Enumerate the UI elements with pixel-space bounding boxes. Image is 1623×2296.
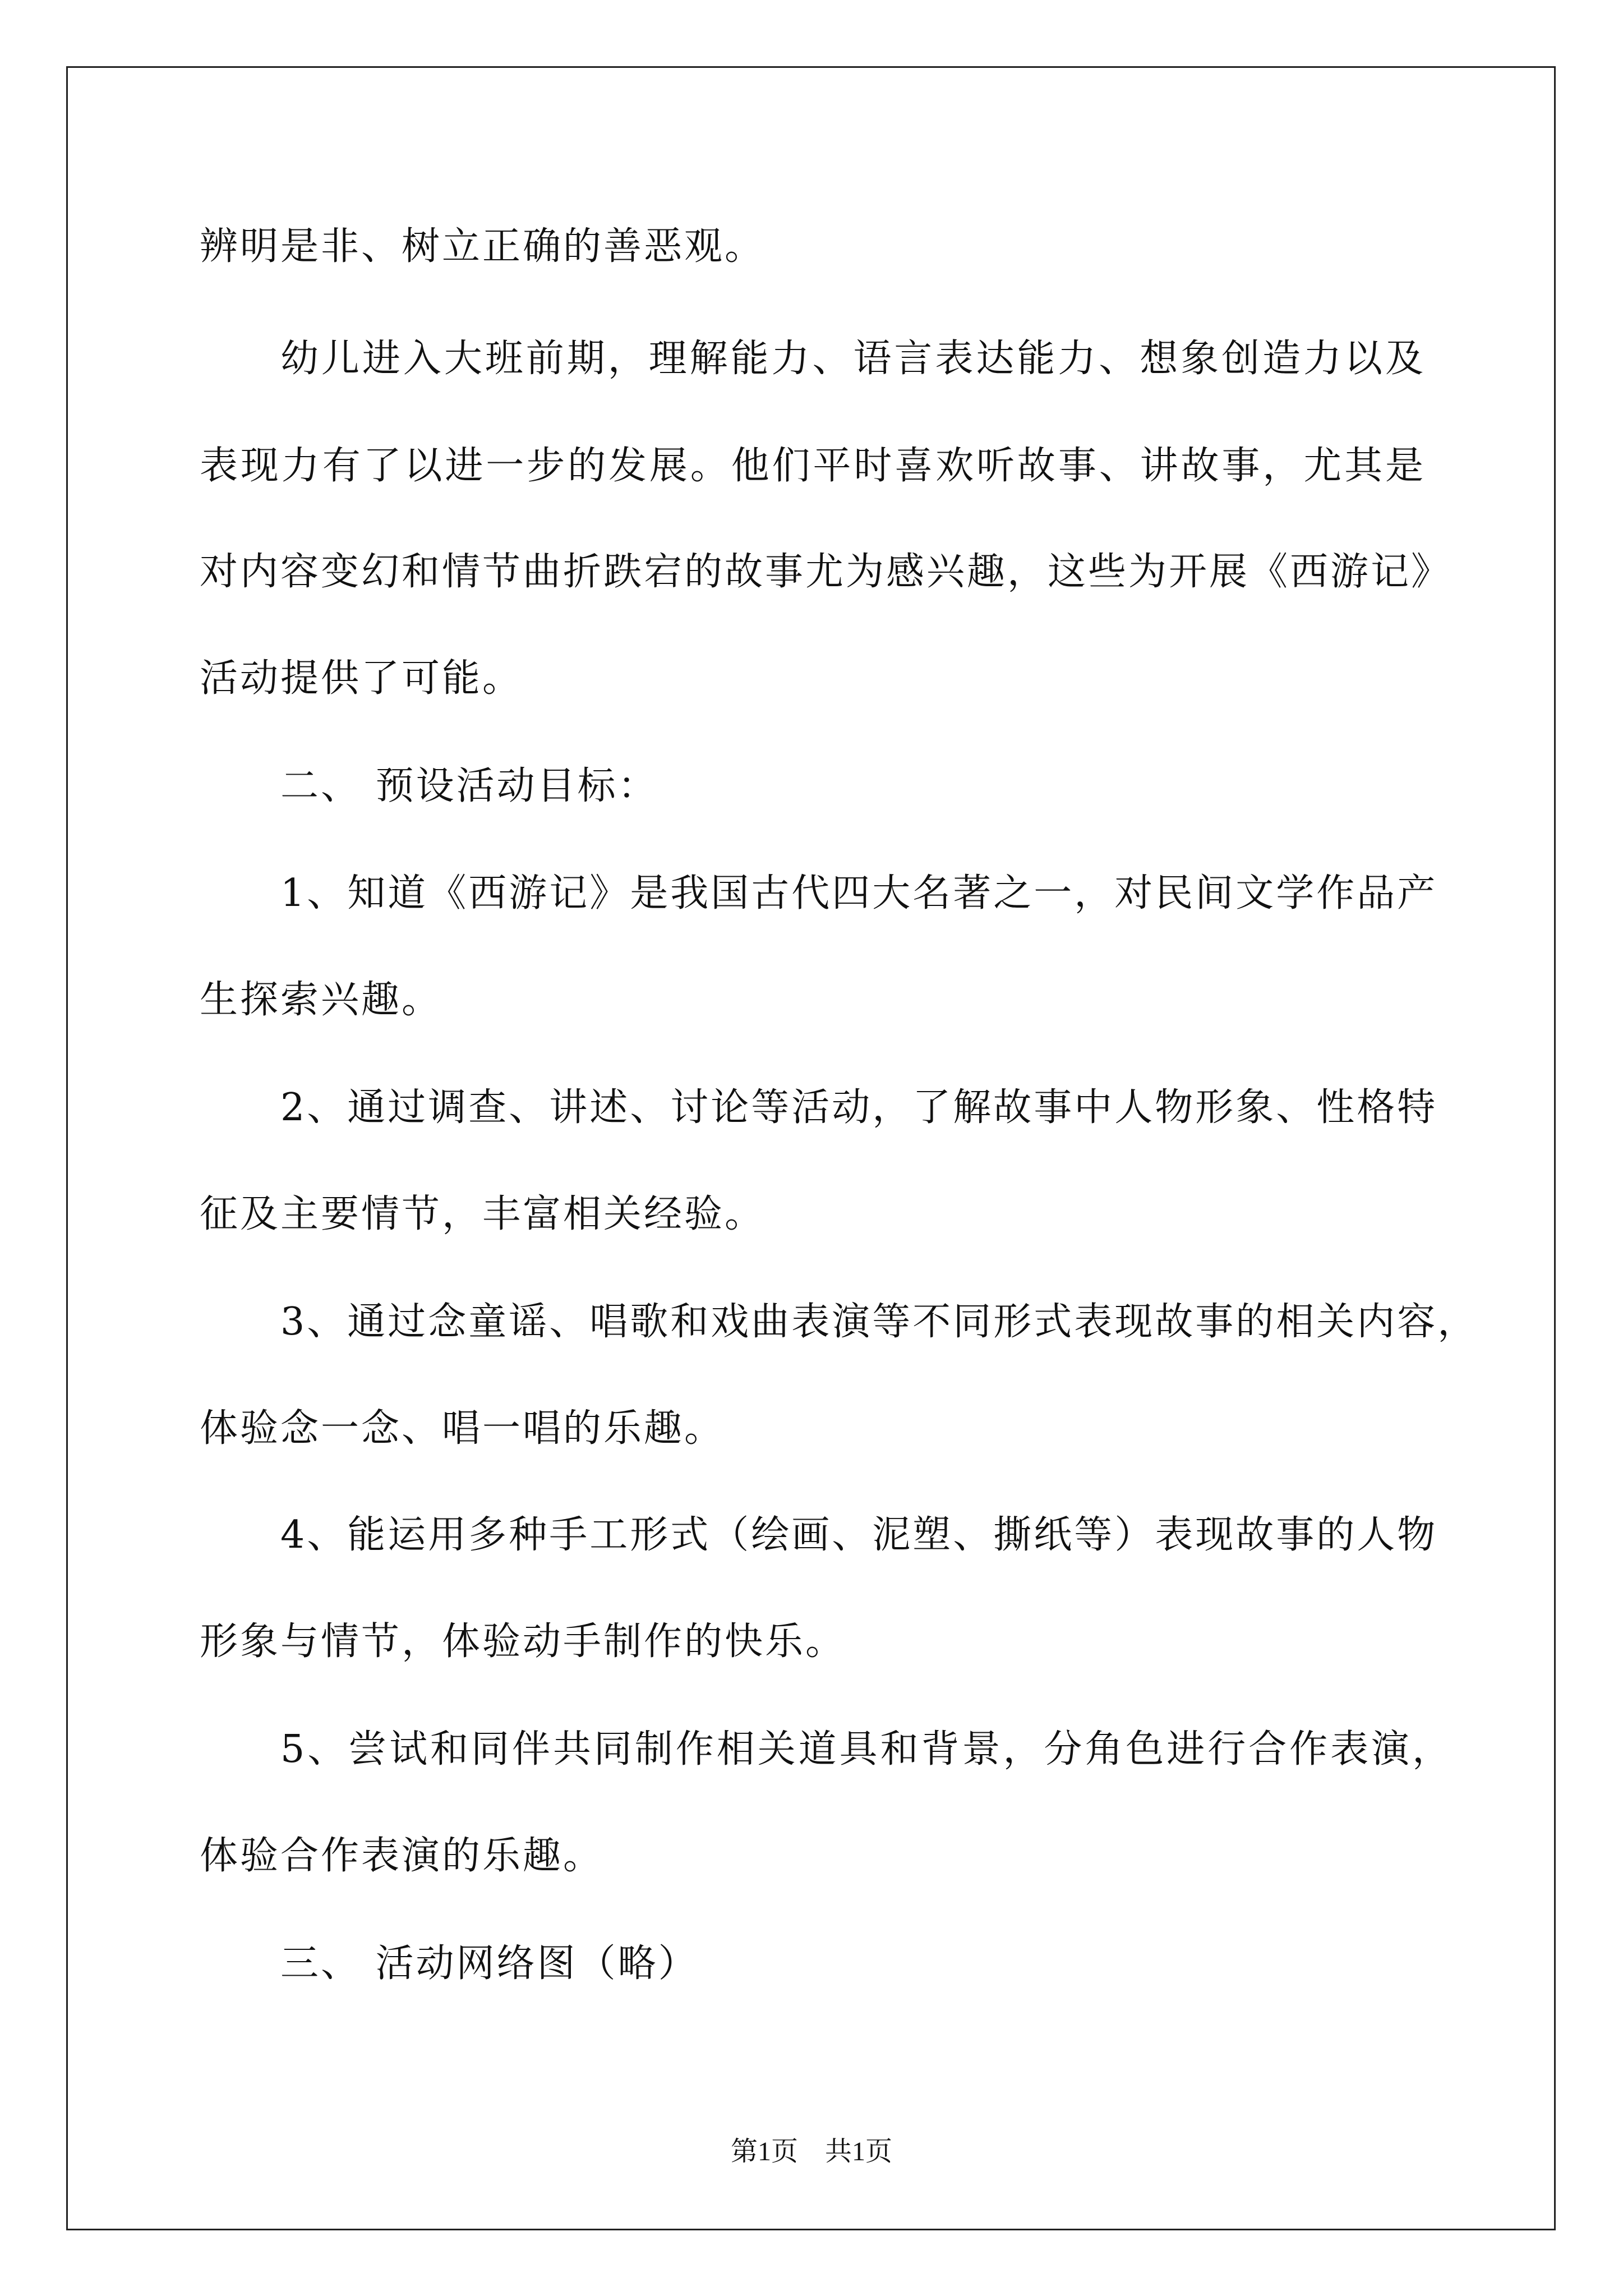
text-line-5: 活动提供了可能。: [200, 656, 523, 701]
text-line-7: 1、知道《西游记》是我国古代四大名著之一，对民间文学作品产: [280, 871, 1438, 915]
section-heading-3: 三、 活动网络图（略）: [280, 1941, 699, 1986]
text-line-10: 征及主要情节，丰富相关经验。: [200, 1192, 766, 1236]
text-line-12: 体验念一念、唱一唱的乐趣。: [200, 1406, 725, 1451]
text-line-1: 辨明是非、树立正确的善恶观。: [200, 224, 766, 269]
page-number-footer: 第1页 共1页: [730, 2137, 892, 2166]
text-line-3: 表现力有了以进一步的发展。他们平时喜欢听故事、讲故事，尤其是: [200, 444, 1426, 488]
text-line-2: 幼儿进入大班前期，理解能力、语言表达能力、想象创造力以及: [280, 337, 1426, 381]
section-heading-2: 二、 预设活动目标：: [280, 764, 658, 808]
text-line-9: 2、通过调查、讲述、讨论等活动，了解故事中人物形象、性格特: [280, 1085, 1438, 1130]
text-line-13: 4、能运用多种手工形式（绘画、泥塑、撕纸等）表现故事的人物: [280, 1513, 1438, 1557]
text-line-4: 对内容变幻和情节曲折跌宕的故事尤为感兴趣，这些为开展《西游记》: [200, 550, 1452, 594]
text-line-16: 体验合作表演的乐趣。: [200, 1834, 604, 1878]
text-line-11: 3、通过念童谣、唱歌和戏曲表演等不同形式表现故事的相关内容，: [280, 1300, 1478, 1344]
text-line-14: 形象与情节，体验动手制作的快乐。: [200, 1619, 846, 1664]
text-line-15: 5、尝试和同伴共同制作相关道具和背景，分角色进行合作表演，: [280, 1727, 1453, 1772]
text-line-8: 生探索兴趣。: [200, 978, 442, 1022]
page-border: [66, 66, 1556, 2230]
